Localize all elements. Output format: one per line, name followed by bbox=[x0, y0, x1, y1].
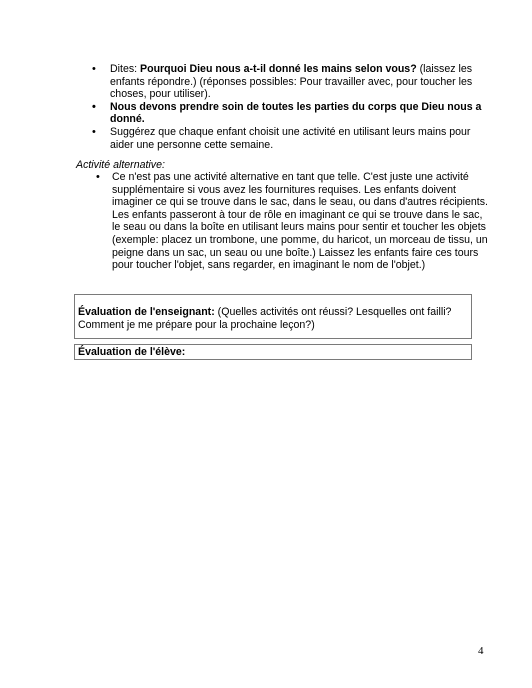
bullet-bold-statement: Nous devons prendre soin de toutes les parties du corps que Dieu nous a donné. bbox=[110, 100, 482, 126]
list-item bbox=[92, 63, 482, 101]
page-number: 4 bbox=[478, 645, 484, 657]
teacher-evaluation-label: Évaluation de l'enseignant: bbox=[78, 306, 215, 318]
alternative-activity-list bbox=[96, 171, 492, 272]
student-evaluation-box bbox=[74, 344, 472, 360]
list-item bbox=[96, 171, 492, 272]
alternative-activity-text: Ce n'est pas une activité alternative en tant que telle. C'est juste une activité supplémentaire si vous avez les fournitures requises. Les enfants doivent imaginer ce qui se trouve dans le sac, dans le seau, ou dans d'autres récipients. Les enfants passeront à tour de rôle en imaginant ce qui se trouve dans le sac, le seau ou dans la boîte en utilisant leurs mains pour sentir et toucher les objets (exemple: placez un trombone, une pomme, du haricot, un morceau de tissu, un peigne dans un sac, un seau ou une boîte.) Laissez les enfants faire ces tours pour toucher l'objet, sans regarder, en imaginant le nom de l'objet.) bbox=[112, 171, 488, 272]
lesson-bullet-list bbox=[92, 63, 482, 151]
bullet-text: Suggérez que chaque enfant choisit une activité en utilisant leurs mains pour aider une personne cette semaine. bbox=[110, 125, 471, 151]
student-evaluation-label: Évaluation de l'élève: bbox=[78, 346, 186, 358]
list-item bbox=[92, 101, 482, 126]
teacher-evaluation-box bbox=[74, 294, 472, 339]
bullet-text-prefix: Dites: bbox=[110, 63, 141, 75]
list-item bbox=[92, 126, 482, 151]
alternative-activity-heading: Activité alternative: bbox=[76, 159, 165, 171]
teacher-evaluation-text: (Quelles activités ont réussi? Lesquelles ont failli? Comment je me prépare pour la prochaine leçon?) bbox=[78, 306, 452, 331]
bullet-text-suffix: (laissez les enfants répondre.) (réponses possibles: Pour travailler avec, pour toucher les choses, pour utiliser). bbox=[110, 63, 473, 101]
bullet-bold-question: Pourquoi Dieu nous a-t-il donné les mains selon vous? bbox=[140, 63, 417, 75]
